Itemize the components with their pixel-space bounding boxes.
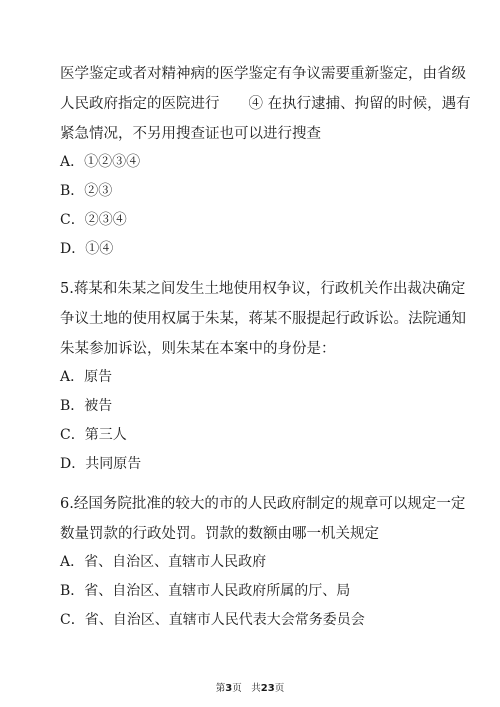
footer-page-prefix: 第 xyxy=(215,683,226,694)
q4-text-line-1: 医学鉴定或者对精神病的医学鉴定有争议需要重新鉴定，由省级 xyxy=(60,66,466,82)
q4-option-b: B．②③ xyxy=(60,183,113,199)
q5-text-line-3: 朱某参加诉讼，则朱某在本案中的身份是： xyxy=(60,341,336,357)
q6-text-line-1: 6.经国务院批准的较大的市的人民政府制定的规章可以规定一定 xyxy=(60,496,466,512)
footer-page-suffix: 页 xyxy=(274,683,285,694)
q5-option-b: B．被告 xyxy=(60,398,113,414)
q6-option-a: A．省、自治区、直辖市人民政府 xyxy=(60,554,267,570)
q6-option-c: C．省、自治区、直辖市人民代表大会常务委员会 xyxy=(60,612,365,628)
q4-text-line-3: 紧急情况，不另用搜查证也可以进行搜查 xyxy=(60,126,321,142)
q4-option-c: C．②③④ xyxy=(60,212,127,228)
q4-text-line-2: 人民政府指定的医院进行 ④ 在执行逮捕、拘留的时候，遇有 xyxy=(60,96,471,112)
q6-text-line-2: 数量罚款的行政处罚。罚款的数额由哪一机关规定 xyxy=(60,526,379,542)
footer-page-total: 23 xyxy=(260,683,275,694)
footer-page-number: 3 xyxy=(225,683,233,694)
q5-option-a: A．原告 xyxy=(60,369,113,385)
q4-option-d: D．①④ xyxy=(60,241,114,257)
q5-option-d: D．共同原告 xyxy=(60,456,142,472)
q4-option-a: A．①②③④ xyxy=(60,154,141,170)
footer-page-mid: 页 共 xyxy=(232,683,261,694)
page-footer xyxy=(0,680,500,694)
q6-option-b: B．省、自治区、直辖市人民政府所属的厅、局 xyxy=(60,583,351,599)
q5-text-line-1: 5.蒋某和朱某之间发生土地使用权争议，行政机关作出裁决确定 xyxy=(60,281,466,297)
q5-text-line-2: 争议土地的使用权属于朱某，蒋某不服提起行政诉讼。法院通知 xyxy=(60,311,466,327)
q5-option-c: C．第三人 xyxy=(60,427,127,443)
